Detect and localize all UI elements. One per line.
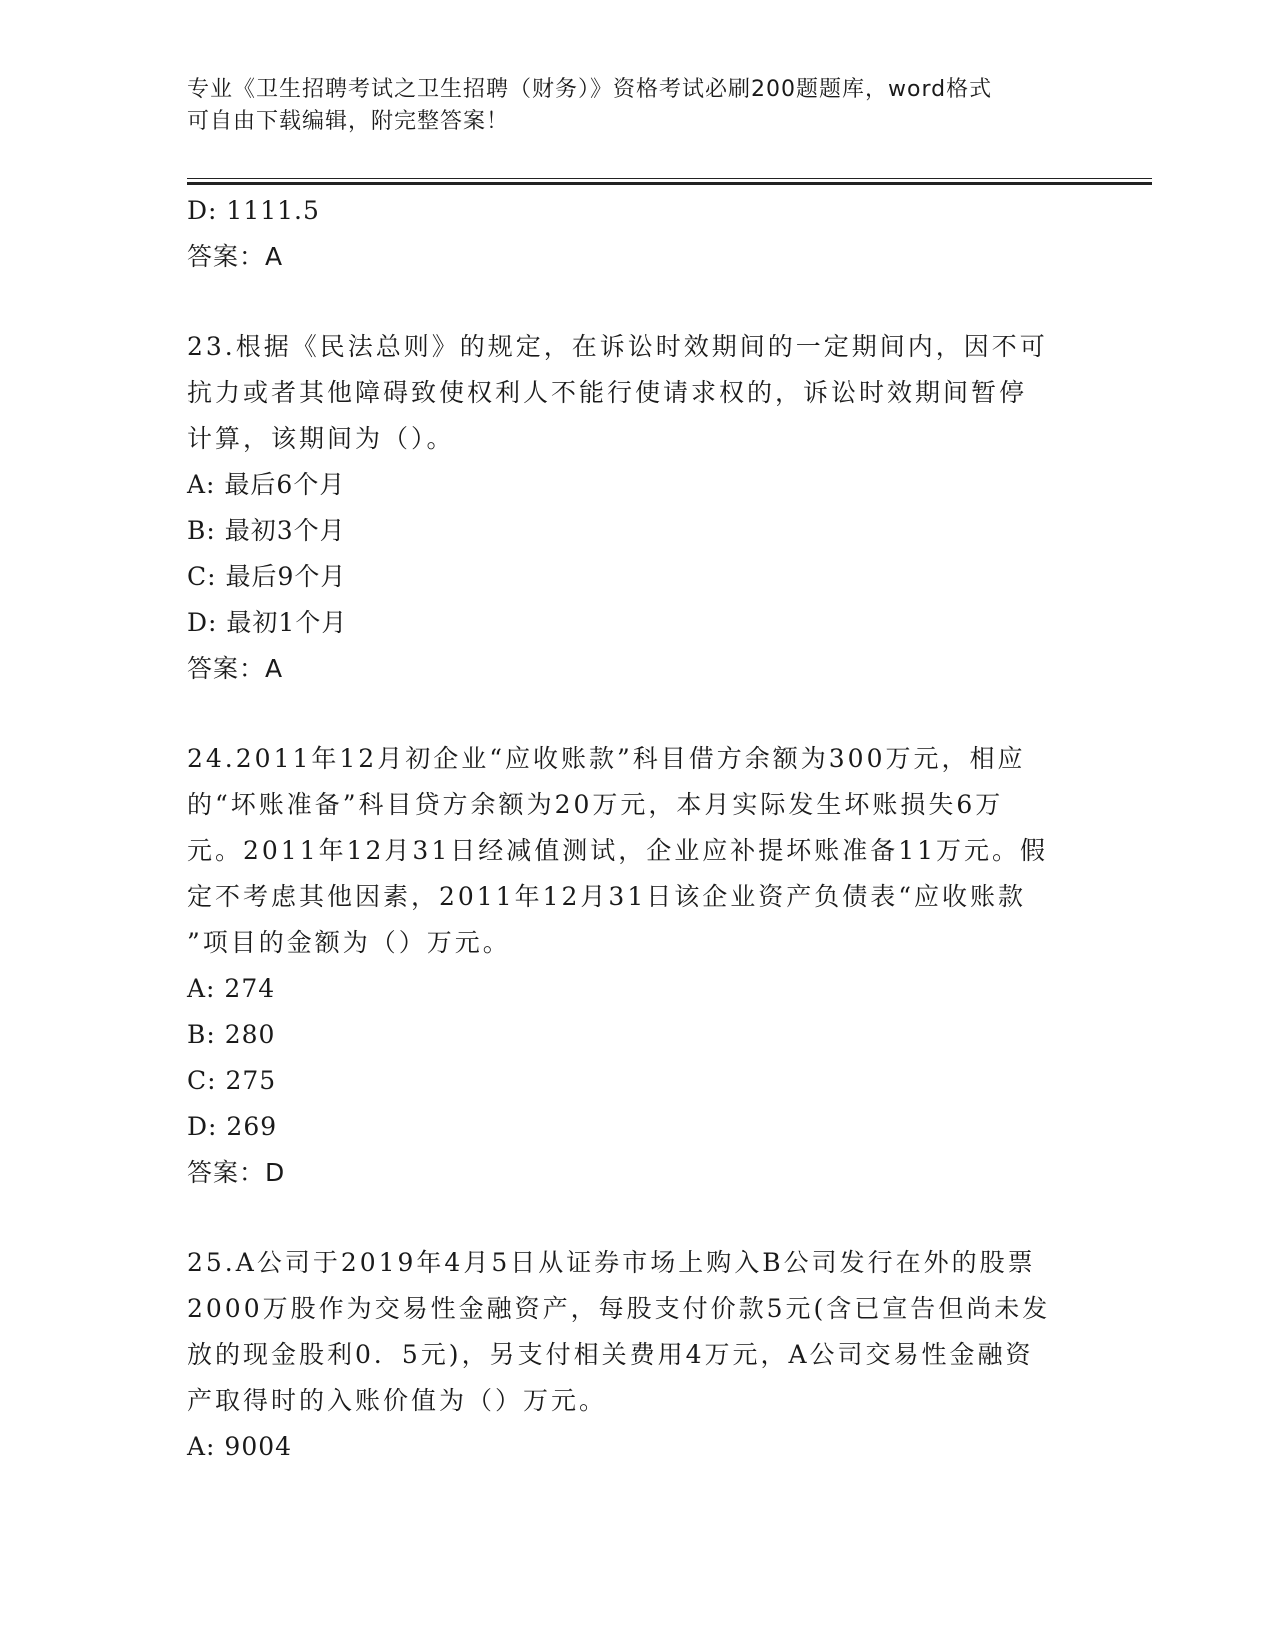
document-body: [187, 188, 1087, 1470]
header-line-1: 专业《卫生招聘考试之卫生招聘（财务）》资格考试必刷200题题库，word格式: [187, 77, 993, 102]
option-a: A: 9004: [187, 1432, 293, 1461]
header-divider-thin: [187, 178, 1152, 179]
question-text-line: 25.A公司于2019年4月5日从证券市场上购入B公司发行在外的股票: [187, 1248, 1036, 1277]
answer-line: 答案：A: [187, 242, 284, 271]
spacer: [187, 692, 1087, 736]
option-b: B: 280: [187, 1020, 276, 1049]
option-c: C: 最后9个月: [187, 562, 347, 591]
question-text-line: 抗力或者其他障碍致使权利人不能行使请求权的，诉讼时效期间暂停: [187, 378, 1028, 407]
header-line-2: 可自由下载编辑，附完整答案！: [187, 109, 510, 134]
question-text-line: 计算，该期间为（）。: [187, 424, 455, 453]
previous-question-tail: [187, 188, 1087, 280]
option-d: D: 269: [187, 1112, 278, 1141]
question-text-line: 产取得时的入账价值为（）万元。: [187, 1386, 608, 1415]
answer-line: 答案：D: [187, 1158, 286, 1187]
option-c: C: 275: [187, 1066, 277, 1095]
spacer: [187, 280, 1087, 324]
question-text-line: 2000万股作为交易性金融资产，每股支付价款5元(含已宣告但尚未发: [187, 1294, 1051, 1323]
question-text-line: ”项目的金额为（）万元。: [187, 928, 511, 957]
option-b: B: 最初3个月: [187, 516, 346, 545]
option-a: A: 274: [187, 974, 276, 1003]
question-25: [187, 1240, 1087, 1470]
option-d: D: 1111.5: [187, 196, 320, 225]
question-text-line: 放的现金股利0．5元)，另支付相关费用4万元，A公司交易性金融资: [187, 1340, 1034, 1369]
question-23: [187, 324, 1087, 692]
question-text-line: 24.2011年12月初企业“应收账款”科目借方余额为300万元，相应: [187, 744, 1026, 773]
spacer: [187, 1196, 1087, 1240]
question-text-line: 的“坏账准备”科目贷方余额为20万元，本月实际发生坏账损失6万: [187, 790, 1004, 819]
question-text-line: 23.根据《民法总则》的规定，在诉讼时效期间的一定期间内，因不可: [187, 332, 1048, 361]
question-24: [187, 736, 1087, 1196]
answer-line: 答案：A: [187, 654, 284, 683]
header-divider-thick: [187, 182, 1152, 185]
option-d: D: 最初1个月: [187, 608, 348, 637]
option-a: A: 最后6个月: [187, 470, 346, 499]
question-text-line: 元。2011年12月31日经减值测试，企业应补提坏账准备11万元。假: [187, 836, 1049, 865]
page-header: [187, 74, 1067, 138]
question-text-line: 定不考虑其他因素，2011年12月31日该企业资产负债表“应收账款: [187, 882, 1027, 911]
